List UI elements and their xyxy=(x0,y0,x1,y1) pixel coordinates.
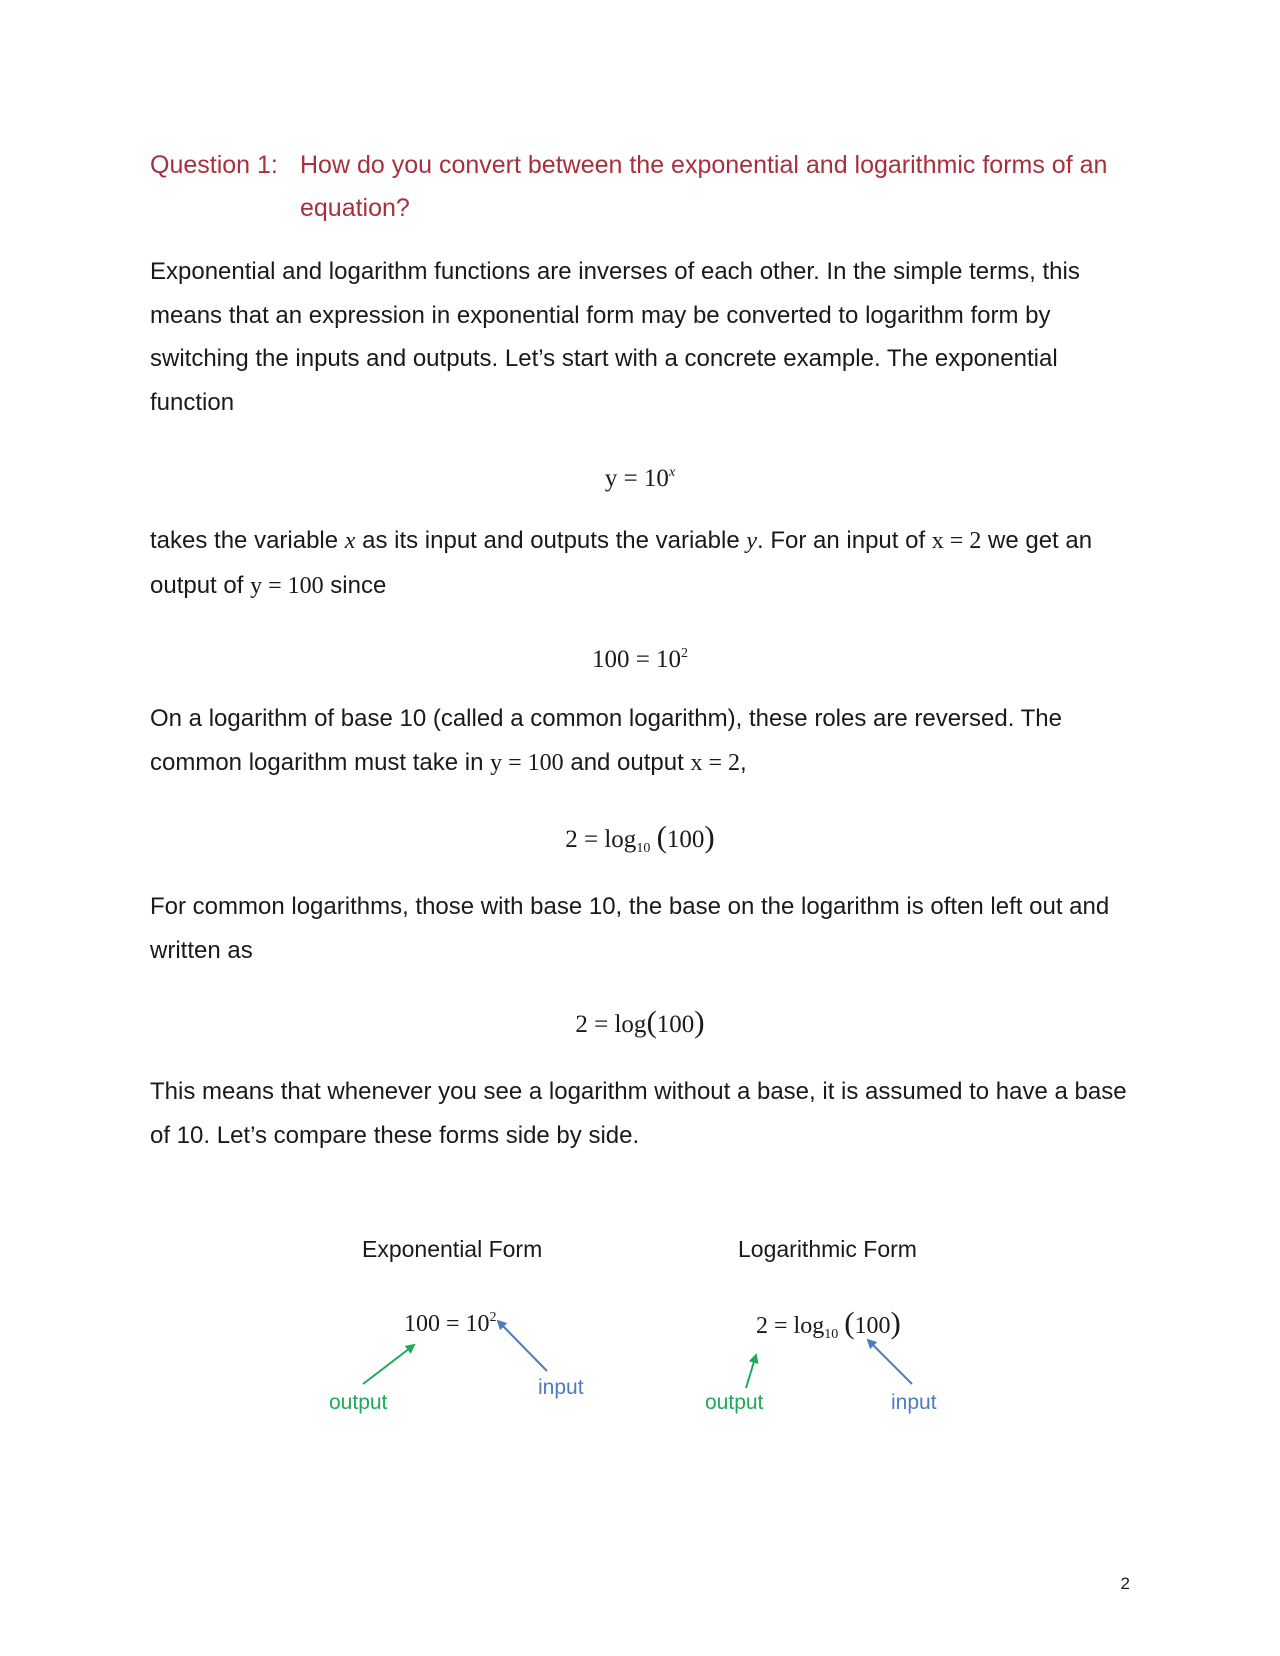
equation-argument: 100 xyxy=(854,1313,891,1339)
equation-base: 10 xyxy=(636,841,651,856)
equation-argument: 100 xyxy=(656,1011,695,1038)
equation-exponent: x xyxy=(668,465,676,480)
math-x-equals-2: x = 2 xyxy=(690,749,740,776)
question-label: Question 1: xyxy=(150,151,278,179)
equation-lhs: 2 = log xyxy=(756,1313,825,1339)
logarithmic-output-label: output xyxy=(705,1391,764,1414)
equation-lhs: 100 = 10 xyxy=(591,646,682,673)
text: , xyxy=(740,748,747,776)
math-x-equals-2: x = 2 xyxy=(931,528,982,554)
logarithmic-output-arrow xyxy=(746,1355,756,1388)
exponential-form-title: Exponential Form xyxy=(362,1236,543,1262)
logarithmic-input-label: input xyxy=(891,1391,937,1414)
equation-exponent: 2 xyxy=(681,646,689,661)
logarithmic-input-arrow xyxy=(868,1340,912,1384)
math-y-equals-100: y = 100 xyxy=(250,572,324,599)
equation-lhs: y = 10 xyxy=(604,465,669,492)
math-var-y: y xyxy=(746,528,758,554)
text: takes the variable xyxy=(150,527,345,554)
equation-base: 10 xyxy=(824,1327,839,1342)
exponential-input-label: input xyxy=(538,1376,584,1399)
equation-log10-100: $2 = \log_{10} (100)$ xyxy=(565,819,715,856)
logarithmic-form-equation: $2 = \log_{10} (100)$ xyxy=(756,1305,901,1342)
equation-lhs: 2 = log xyxy=(565,826,637,853)
text: and output xyxy=(563,748,691,776)
exponential-output-arrow xyxy=(363,1345,414,1384)
paragraph-compare-forms: This means that whenever you see a logarithm without a base, it is assumed to have a base of 10. Let’s compare these forms side by side. xyxy=(150,1078,1127,1149)
text: On a logarithm of base 10 (called a common logarithm), these roles are reversed. The common logarithm must take in xyxy=(150,705,1062,776)
exponential-input-arrow xyxy=(498,1321,547,1371)
page-number: 2 xyxy=(1120,1574,1130,1593)
equation-log-100: 2 = log(100) xyxy=(575,1004,705,1039)
text: since xyxy=(323,571,387,599)
text: as its input and outputs the variable xyxy=(355,527,747,554)
equation-exponent: 2 xyxy=(489,1310,497,1325)
equation-lhs: 100 = 10 xyxy=(404,1311,490,1337)
paragraph-base-omitted: For common logarithms, those with base 10, the base on the logarithm is often left out and written as xyxy=(150,893,1110,964)
math-var-x: x xyxy=(344,528,356,554)
text: . For an input of xyxy=(757,527,932,554)
math-y-equals-100: y = 100 xyxy=(490,749,564,776)
equation-lhs: 2 = log xyxy=(575,1011,647,1038)
intro-paragraph: Exponential and logarithm functions are inverses of each other. In the simple terms, this means that an expression in exponential form may be converted to logarithm form by switching the inputs and outputs. Let’s start with a concrete example. The exponential function xyxy=(150,258,1080,416)
text: we get an output of xyxy=(150,527,1093,599)
equation-argument: 100 xyxy=(666,826,705,853)
question-title: How do you convert between the exponential and logarithmic forms of an equation? xyxy=(300,151,1108,222)
exponential-output-label: output xyxy=(329,1391,388,1414)
logarithmic-form-title: Logarithmic Form xyxy=(738,1236,917,1262)
